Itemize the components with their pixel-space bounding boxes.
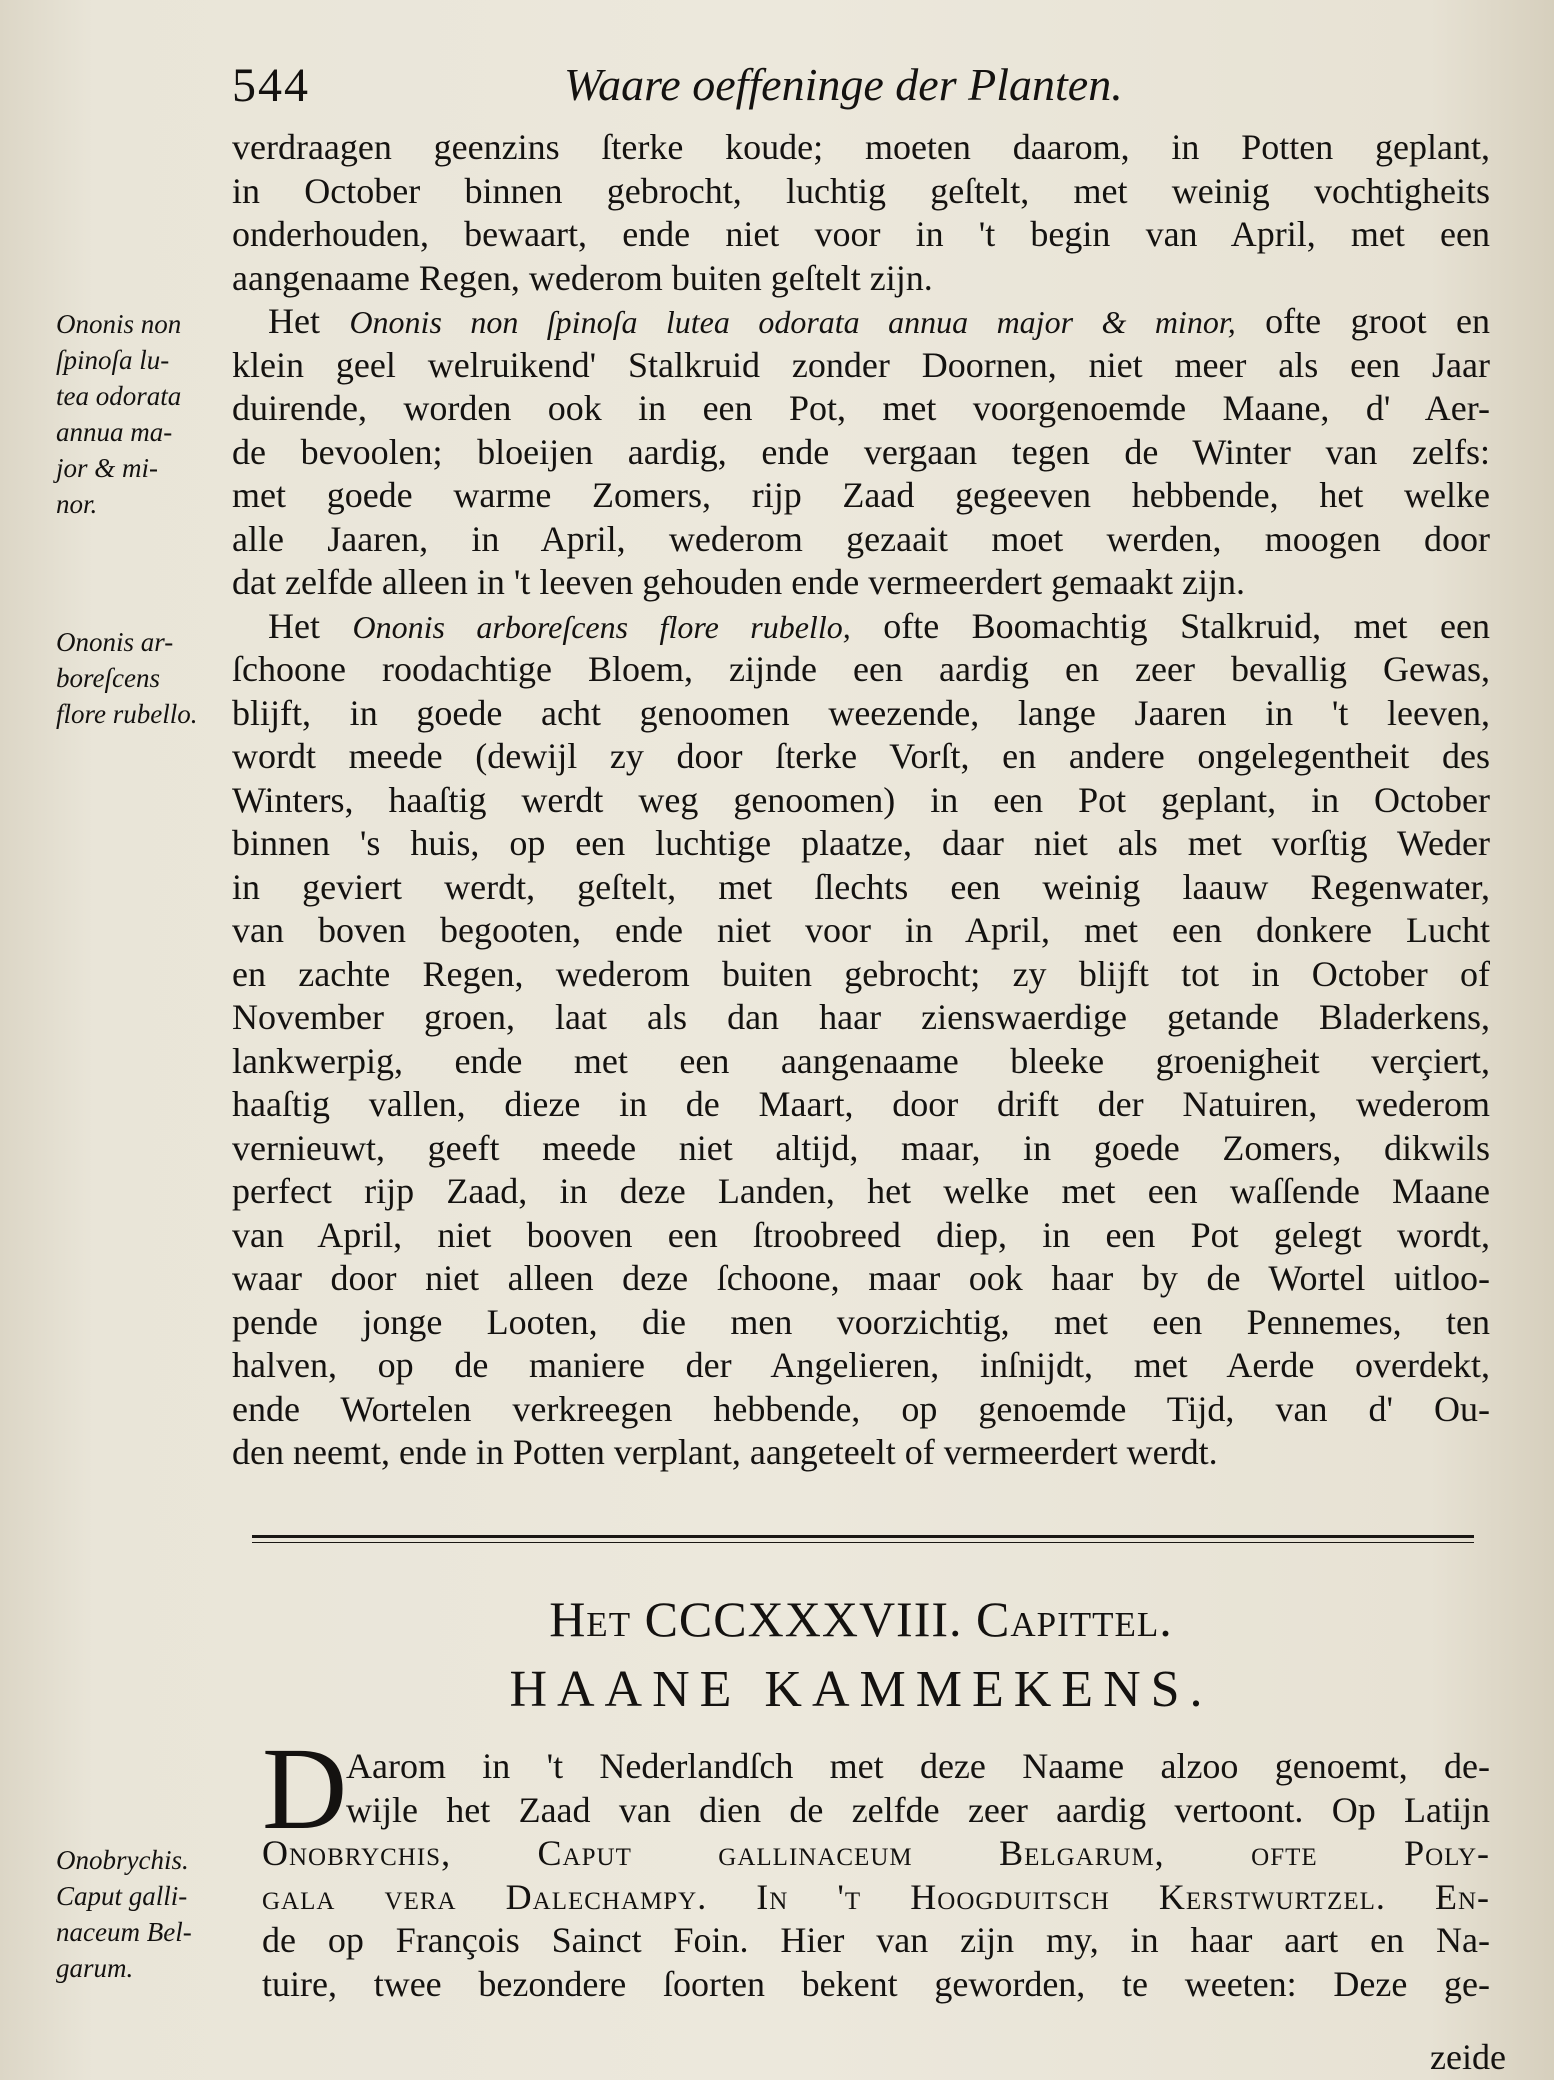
text-run: ofte groot en [1235,301,1491,341]
text-line: met goede warme Zomers, rijp Zaad gegeeven hebbende, het welke [232,475,1490,515]
margin-note-onobrychis [56,1842,224,1986]
text-line: gala vera Dalechampy. In 't Hoogduitſch Kerstwurtzel. En- [262,1876,1490,1917]
text-line: aangenaame Regen, wederom buiten geſtelt zijn. [232,257,933,298]
text-line: halven, op de maniere der Angelieren, inſnijdt, met Aerde overdekt, [232,1345,1490,1385]
text-line: alle Jaaren, in April, wederom gezaait moet werden, moogen door [232,518,1490,559]
margin-note-ononis-non-spinosa [56,306,224,522]
text-line: de bevoolen; bloeijen aardig, ende vergaan tegen de Winter van zelfs: [232,431,1490,472]
note-line: Ononis ar- [56,627,174,657]
note-line: tea odorata [56,381,182,411]
main-text [232,126,1490,1475]
text-line: haaſtig vallen, dieze in de Maart, door drift der Natuiren, wederom [232,1084,1490,1124]
text-line: in October binnen gebrocht, luchtig geſtelt, met weinig vochtigheits [232,170,1490,211]
paragraph-3 [232,605,1490,1475]
text-run: ofte Boomachtig Stalkruid, met een [850,605,1490,646]
note-line: garum. [56,1953,134,1983]
note-line: naceum Bel- [56,1917,192,1947]
text-line [232,300,1490,344]
margin-note-ononis-arborescens [56,624,224,732]
note-line: flore rubello. [56,699,198,729]
note-line: ſpinoſa lu- [56,345,170,375]
note-line: boreſcens [56,663,160,693]
text-line: Aarom in 't Nederlandſch met deze Naame alzoo genoemt, de- [346,1746,1490,1786]
text-line: dat zelfde alleen in 't leeven gehouden ende vermeerdert gemaakt zijn. [232,562,1245,602]
note-line: Ononis non [56,309,182,339]
text-line: ſchoone roodachtige Bloem, zijnde een aardig en zeer bevallig Gewas, [232,649,1490,689]
text-line: ende Wortelen verkreegen hebbende, op genoemde Tijd, van d' Ou- [232,1388,1490,1429]
note-line: nor. [56,489,98,519]
text-line: Onobrychis, Caput gallinaceum Belgarum, ofte Poly- [262,1833,1490,1873]
page-header [232,58,1492,118]
text-line: van boven begooten, ende niet voor in April, met een donkere Lucht [232,910,1490,950]
catchword: zeide [1430,2037,1506,2077]
latin-name: Ononis arboreſcens flore rubello, [352,608,851,645]
note-line: jor & mi- [56,453,159,483]
chapter-heading: Het CCCXXXVIII. Capittel. [549,1591,1173,1647]
text-line: perfect rijp Zaad, in deze Landen, het welke met een waſſende Maane [232,1171,1490,1211]
text-line: in geviert werdt, geſtelt, met ſlechts een weinig laauw Regenwater, [232,866,1490,907]
text-line: de op François Sainct Foin. Hier van zijn my, in haar aart en Na- [262,1920,1490,1960]
text-line: verdraagen geenzins ſterke koude; moeten daarom, in Potten geplant, [232,127,1490,167]
chapter-title: HAANE KAMMEKENS. [509,1661,1213,1718]
running-title: Waare oeffeninge der Planten. [564,59,1123,110]
text-line: lankwerpig, ende met een aangenaame bleeke groenigheit verçiert, [232,1040,1490,1081]
text-line: vernieuwt, geeft meede niet altijd, maar, in goede Zomers, dikwils [232,1127,1490,1168]
text-run: Het [268,605,353,646]
text-run: Het [268,301,350,341]
text-line: tuire, twee bezondere ſoorten bekent geworden, te weeten: Deze ge- [262,1963,1490,2004]
text-line: pende jonge Looten, die men voorzichtig, met een Pennemes, ten [232,1301,1490,1342]
text-line: wijle het Zaad van dien de zelfde zeer aardig vertoont. Op Latijn [346,1789,1490,1830]
text-line: en zachte Regen, wederom buiten gebrocht; zy blijft tot in October of [232,953,1490,994]
note-line: annua ma- [56,417,173,447]
paragraph-2 [232,300,1490,605]
page-number: 544 [232,59,310,112]
text-line: Winters, haaſtig werdt weg genoomen) in een Pot geplant, in October [232,779,1490,820]
text-line: binnen 's huis, op een luchtige plaatze, daar niet als met vorſtig Weder [232,823,1490,863]
text-line: duirende, worden ook in een Pot, met voorgenoemde Maane, d' Aer- [232,388,1490,428]
text-line: November groen, laat als dan haar zienswaerdige getande Bladerkens, [232,997,1490,1037]
text-line: blijft, in goede acht genoomen weezende, lange Jaaren in 't leeven, [232,692,1490,733]
paragraph-1 [232,126,1490,300]
text-line: den neemt, ende in Potten verplant, aangeteelt of vermeerdert werdt. [232,1432,1218,1472]
text-line: wordt meede (dewijl zy door ſterke Vorſt, en andere ongelegentheit des [232,736,1490,776]
section-rule [252,1535,1474,1543]
text-line: waar door niet alleen deze ſchoone, maar ook haar by de Wortel uitloo- [232,1258,1490,1298]
text-line [232,605,1490,649]
text-line: onderhouden, bewaart, ende niet voor in 't begin van April, met een [232,214,1490,254]
text-line: klein geel welruikend' Stalkruid zonder Doornen, niet meer als een Jaar [232,344,1490,385]
drop-cap: D [262,1723,348,1854]
note-line: Onobrychis. [56,1845,189,1875]
latin-name: Ononis non ſpinoſa lutea odorata annua major & minor, [349,304,1236,340]
note-line: Caput galli- [56,1881,188,1911]
chapter-body [262,1723,1490,2006]
text-line: van April, niet booven een ſtroobreed diep, in een Pot gelegt wordt, [232,1214,1490,1255]
